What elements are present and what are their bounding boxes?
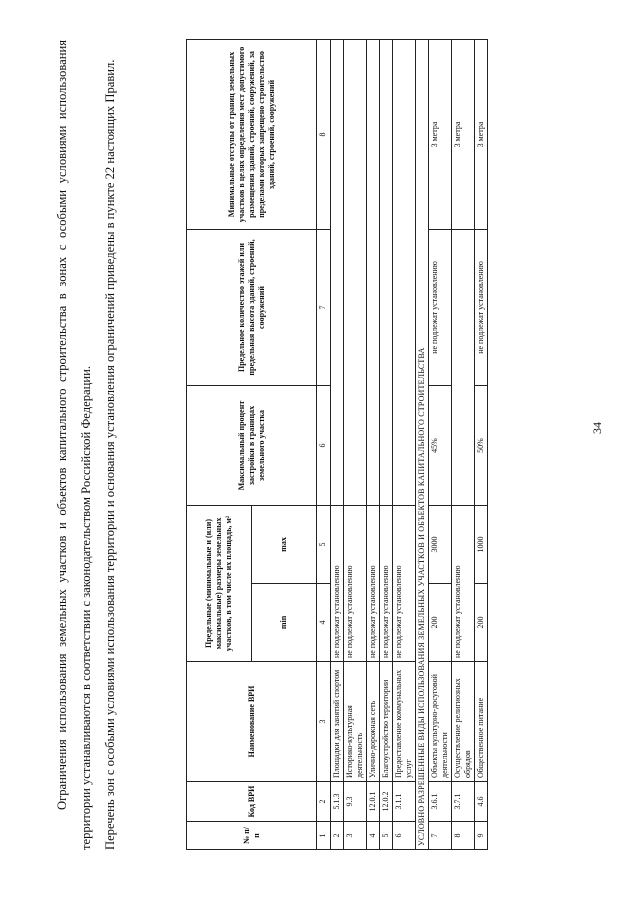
- row-number: 2: [331, 822, 344, 850]
- restrictions-paragraph: Ограничения использования земельных участков и объектов капитального строительства в зонах с особыми условиями использования территории устанавливаются в соответствии с законодательством Российской Федерации.: [55, 40, 93, 850]
- column-index-cell: 2: [317, 782, 331, 822]
- row-min: 200: [429, 584, 452, 662]
- row-setback: 3 метра: [429, 40, 452, 230]
- row-number: 9: [475, 822, 488, 850]
- table-row: [344, 40, 367, 850]
- row-name: Благоустройство территории: [380, 662, 393, 782]
- column-index-cell: 5: [317, 506, 331, 584]
- row-percent: 50%: [475, 386, 488, 506]
- header-percent: Максимальный процент застройки в границах земельного участка: [187, 386, 317, 506]
- header-num: № п/п: [187, 822, 317, 850]
- table-row: [429, 40, 452, 850]
- row-floors: не подлежат установлению: [429, 230, 452, 386]
- row-percent: 45%: [429, 386, 452, 506]
- row-min: 200: [475, 584, 488, 662]
- row-note: не подлежат установлению: [452, 506, 475, 662]
- row-number: 5: [380, 822, 393, 850]
- header-floors: Предельное количество этажей или предельная высота зданий, строений, сооружений: [187, 230, 317, 386]
- table-row: [331, 40, 344, 850]
- row-name: Объекты культурно-досуговой деятельности: [429, 662, 452, 782]
- table-row: [452, 40, 475, 850]
- row-name: Площадки для занятий спортом: [331, 662, 344, 782]
- column-index-cell: 8: [317, 40, 331, 230]
- row-name: Улично-дорожная сеть: [367, 662, 380, 782]
- row-note: не подлежат установлению: [331, 506, 344, 662]
- header-name: Наименование ВРИ: [187, 662, 317, 782]
- row-name: Общественное питание: [475, 662, 488, 782]
- header-sizes: Предельные (минимальные и (или) максимальные) размеры земельных участков, в том числе их площадь, м²: [187, 506, 252, 662]
- row-code: 4.6: [475, 782, 488, 822]
- table-row: [393, 40, 416, 850]
- table-row: [380, 40, 393, 850]
- row-empty-cell: [331, 40, 344, 506]
- header-setback: Минимальные отступы от границ земельных участков в целях определения мест допустимого размещения зданий, строений, сооружений, за пределами которых запрещено строительство зданий, строений, сооружений: [187, 40, 317, 230]
- column-index-cell: 1: [317, 822, 331, 850]
- header-min: min: [252, 584, 317, 662]
- row-code: 3.7.1: [452, 782, 475, 822]
- column-index-cell: 7: [317, 230, 331, 386]
- column-index-cell: 3: [317, 662, 331, 782]
- row-note: не подлежат установлению: [393, 506, 416, 662]
- row-empty-cell: [380, 40, 393, 506]
- row-note: не подлежат установлению: [367, 506, 380, 662]
- zoning-parameters-table: [186, 39, 488, 850]
- row-code: 12.0.2: [380, 782, 393, 822]
- row-empty-cell: [393, 40, 416, 506]
- row-code: 5.1.3: [331, 782, 344, 822]
- row-empty-cell: [367, 40, 380, 506]
- table-row: [475, 40, 488, 850]
- row-name: Историко-культурная деятельность: [344, 662, 367, 782]
- header-max: max: [252, 506, 317, 584]
- row-number: 6: [393, 822, 416, 850]
- row-note: не подлежат установлению: [380, 506, 393, 662]
- header-code: Код ВРИ: [187, 782, 317, 822]
- table-row: [367, 40, 380, 850]
- row-empty-cell: [344, 40, 367, 506]
- row-code: 3.1.1: [393, 782, 416, 822]
- row-number: 8: [452, 822, 475, 850]
- column-index-cell: 4: [317, 584, 331, 662]
- row-floors: не подлежат установлению: [475, 230, 488, 386]
- row-setback: 3 метра: [475, 40, 488, 230]
- section-title: УСЛОВНО РАЗРЕШЕННЫЕ ВИДЫ ИСПОЛЬЗОВАНИЯ ЗЕМЕЛЬНЫХ УЧАСТКОВ И ОБЪЕКТОВ КАПИТАЛЬНОГО СТРОИТЕЛЬСТВА: [416, 40, 429, 850]
- page-number: 34: [590, 422, 604, 434]
- row-empty-cell: [452, 230, 475, 506]
- row-note: не подлежат установлению: [344, 506, 367, 662]
- column-index-cell: 6: [317, 386, 331, 506]
- row-code: 9.3: [344, 782, 367, 822]
- table-header-row: [187, 40, 252, 850]
- row-setback: 3 метра: [452, 40, 475, 230]
- row-number: 7: [429, 822, 452, 850]
- row-max: 3000: [429, 506, 452, 584]
- row-code: 3.6.1: [429, 782, 452, 822]
- row-code: 12.0.1: [367, 782, 380, 822]
- row-max: 1000: [475, 506, 488, 584]
- row-name: Предоставление коммунальных услуг: [393, 662, 416, 782]
- column-index-row: [317, 40, 331, 850]
- row-number: 3: [344, 822, 367, 850]
- row-number: 4: [367, 822, 380, 850]
- section-row: [416, 40, 429, 850]
- zones-list-paragraph: Перечень зон с особыми условиями использования территории и основания установления ограничений приведены в пункте 22 настоящих Правил.: [103, 59, 117, 850]
- row-name: Осуществление религиозных обрядов: [452, 662, 475, 782]
